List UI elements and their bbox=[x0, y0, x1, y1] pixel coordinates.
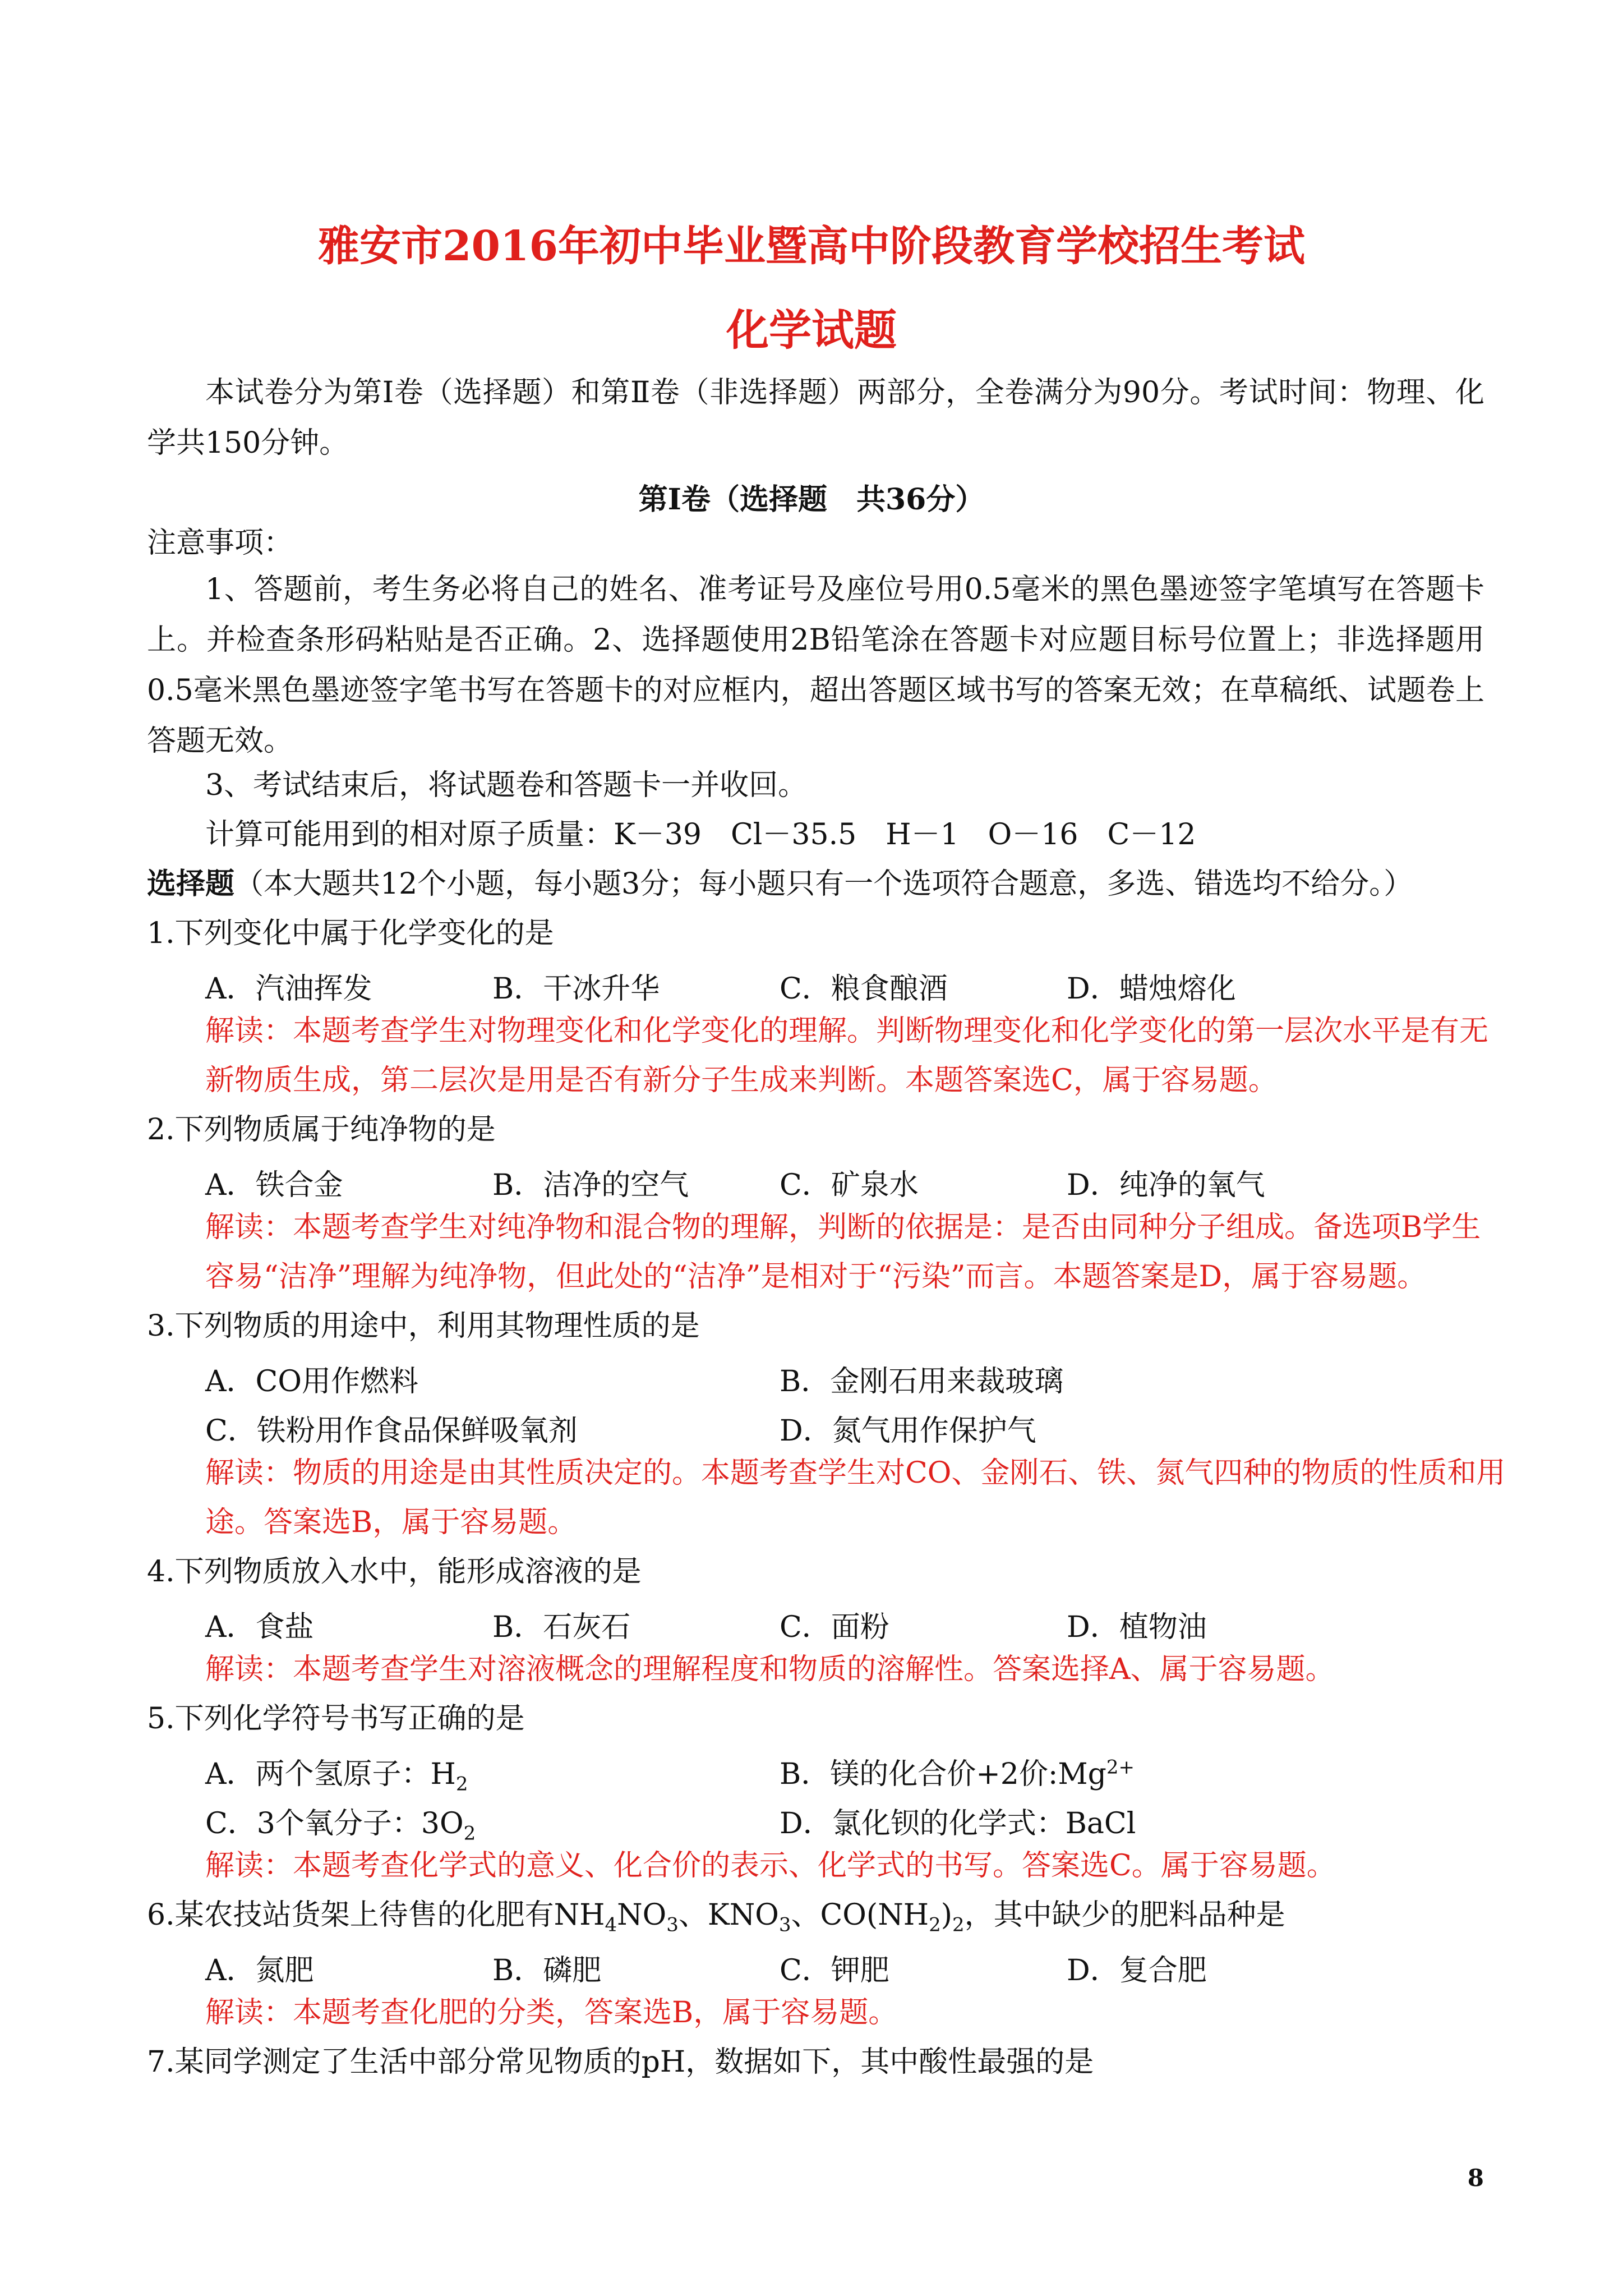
question-1-explanation-line-2: 新物质生成，第二层次是用是否有新分子生成来判断。本题答案选C，属于容易题。 bbox=[205, 1064, 1278, 1097]
question-6-option-c: C．钾肥 bbox=[780, 1954, 889, 1987]
question-3-option-c: C．铁粉用作食品保鲜吸氧剂 bbox=[205, 1414, 578, 1448]
question-5-option-c bbox=[205, 1800, 476, 1844]
exam-title: 雅安市2016年初中毕业暨高中阶段教育学校招生考试 bbox=[318, 222, 1305, 270]
notice-item-3: 3、考试结束后，将试题卷和答题卡一并收回。 bbox=[205, 769, 808, 802]
notice-item-1-2: 1、答题前，考生务必将自己的姓名、准考证号及座位号用0.5毫米的黑色墨迹签字笔填写在答题卡上。并检查条形码粘贴是否正确。2、选择题使用2B铅笔涂在答题卡对应题目标号位置上；非选择题用0.5毫米黑色墨迹签字笔书写在答题卡的对应框内，超出答题区域书写的答案无效；在草稿纸、试题卷上答题无效。 bbox=[147, 573, 1484, 758]
question-5-option-b-superscript: 2+ bbox=[1106, 1756, 1135, 1779]
question-2-option-a: A．铁合金 bbox=[205, 1168, 343, 1202]
intro-paragraph: 本试卷分为第Ⅰ卷（选择题）和第Ⅱ卷（非选择题）两部分，全卷满分为90分。考试时间：物理、化学共150分钟。 bbox=[147, 376, 1484, 460]
question-3-option-b: B．金刚石用来裁玻璃 bbox=[780, 1365, 1064, 1398]
exam-subtitle: 化学试题 bbox=[726, 305, 897, 355]
question-2-option-b: B．洁净的空气 bbox=[492, 1168, 689, 1202]
question-2-explanation-line-2: 容易“洁净”理解为纯净物，但此处的“洁净”是相对于“污染”而言。本题答案是D，属于容易题。 bbox=[205, 1260, 1427, 1294]
question-5-option-c-subscript: 2 bbox=[463, 1822, 476, 1845]
question-3-stem: 3.下列物质的用途中，利用其物理性质的是 bbox=[147, 1309, 700, 1343]
question-2-stem: 2.下列物质属于纯净物的是 bbox=[147, 1113, 496, 1147]
question-6-stem-part: 6.某农技站货架上待售的化肥有NH bbox=[147, 1898, 605, 1932]
question-4-option-c: C．面粉 bbox=[780, 1611, 889, 1644]
page-number: 8 bbox=[1467, 2164, 1484, 2192]
question-5-option-b bbox=[780, 1750, 1135, 1792]
atomic-masses: 计算可能用到的相对原子质量：K－39 Cl－35.5 H－1 O－16 C－12 bbox=[205, 818, 1196, 852]
question-3-option-d: D．氮气用作保护气 bbox=[780, 1414, 1036, 1448]
question-6-stem-part: 、CO(NH bbox=[791, 1898, 929, 1932]
question-4-stem: 4.下列物质放入水中，能形成溶液的是 bbox=[147, 1555, 642, 1589]
question-1-option-d: D．蜡烛熔化 bbox=[1067, 972, 1236, 1006]
question-5-option-d: D．氯化钡的化学式：BaCl bbox=[780, 1807, 1136, 1841]
subscript: 2 bbox=[952, 1913, 965, 1936]
question-6-explanation: 解读：本题考查化肥的分类，答案选B，属于容易题。 bbox=[205, 1996, 898, 2030]
question-2-explanation-line-1: 解读：本题考查学生对纯净物和混合物的理解，判断的依据是：是否由同种分子组成。备选项B学生 bbox=[205, 1211, 1481, 1244]
question-6-option-a: A．氮肥 bbox=[205, 1954, 314, 1987]
question-5-option-a bbox=[205, 1750, 468, 1795]
question-5-option-a-text: A．两个氢原子：H bbox=[205, 1757, 456, 1791]
question-6-stem-part: ，其中缺少的肥料品种是 bbox=[964, 1898, 1285, 1932]
subscript: 3 bbox=[666, 1913, 679, 1936]
question-5-option-c-text: C．3个氧分子：3O bbox=[205, 1807, 464, 1841]
question-6-option-b: B．磷肥 bbox=[492, 1954, 602, 1987]
question-3-explanation-line-1: 解读：物质的用途是由其性质决定的。本题考查学生对CO、金刚石、铁、氮气四种的物质的性质和用 bbox=[205, 1456, 1506, 1490]
question-7-stem: 7.某同学测定了生活中部分常见物质的pH，数据如下，其中酸性最强的是 bbox=[147, 2045, 1094, 2079]
question-1-option-a: A．汽油挥发 bbox=[205, 972, 372, 1006]
subscript: 2 bbox=[929, 1913, 941, 1936]
question-6-option-d: D．复合肥 bbox=[1067, 1954, 1207, 1987]
question-5-option-a-subscript: 2 bbox=[455, 1773, 468, 1796]
question-4-option-a: A．食盐 bbox=[205, 1611, 314, 1644]
subscript: 3 bbox=[778, 1913, 791, 1936]
choice-heading: 选择题 bbox=[147, 867, 235, 901]
question-4-option-d: D．植物油 bbox=[1067, 1611, 1207, 1644]
section-heading: 第Ⅰ卷（选择题 共36分） bbox=[638, 482, 985, 517]
choice-section-intro bbox=[147, 866, 1413, 902]
question-3-option-a: A．CO用作燃料 bbox=[205, 1365, 418, 1398]
subscript: 4 bbox=[605, 1913, 617, 1936]
choice-rules: （本大题共12个小题，每小题3分；每小题只有一个选项符合题意，多选、错选均不给分。） bbox=[234, 867, 1413, 901]
notice-heading: 注意事项： bbox=[147, 526, 293, 560]
question-1-stem: 1.下列变化中属于化学变化的是 bbox=[147, 917, 554, 950]
question-2-option-c: C．矿泉水 bbox=[780, 1168, 919, 1202]
question-4-explanation: 解读：本题考查学生对溶液概念的理解程度和物质的溶解性。答案选择A、属于容易题。 bbox=[205, 1653, 1335, 1686]
question-4-option-b: B．石灰石 bbox=[492, 1611, 631, 1644]
question-5-stem: 5.下列化学符号书写正确的是 bbox=[147, 1702, 525, 1736]
question-6-stem bbox=[147, 1897, 1285, 1943]
question-1-option-b: B．干冰升华 bbox=[492, 972, 660, 1006]
question-6-stem-part: 、KNO bbox=[678, 1898, 779, 1932]
question-5-explanation: 解读：本题考查化学式的意义、化合价的表示、化学式的书写。答案选C。属于容易题。 bbox=[205, 1849, 1336, 1883]
question-5-option-b-text: B．镁的化合价+2价:Mg bbox=[780, 1757, 1106, 1791]
question-1-explanation-line-1: 解读：本题考查学生对物理变化和化学变化的理解。判断物理变化和化学变化的第一层次水平是有无 bbox=[205, 1014, 1489, 1048]
question-1-option-c: C．粮食酿酒 bbox=[780, 972, 948, 1006]
question-6-stem-part: NO bbox=[617, 1898, 667, 1932]
question-6-stem-part: ) bbox=[940, 1898, 953, 1932]
question-2-option-d: D．纯净的氧气 bbox=[1067, 1168, 1265, 1202]
question-3-explanation-line-2: 途。答案选B，属于容易题。 bbox=[205, 1506, 577, 1539]
